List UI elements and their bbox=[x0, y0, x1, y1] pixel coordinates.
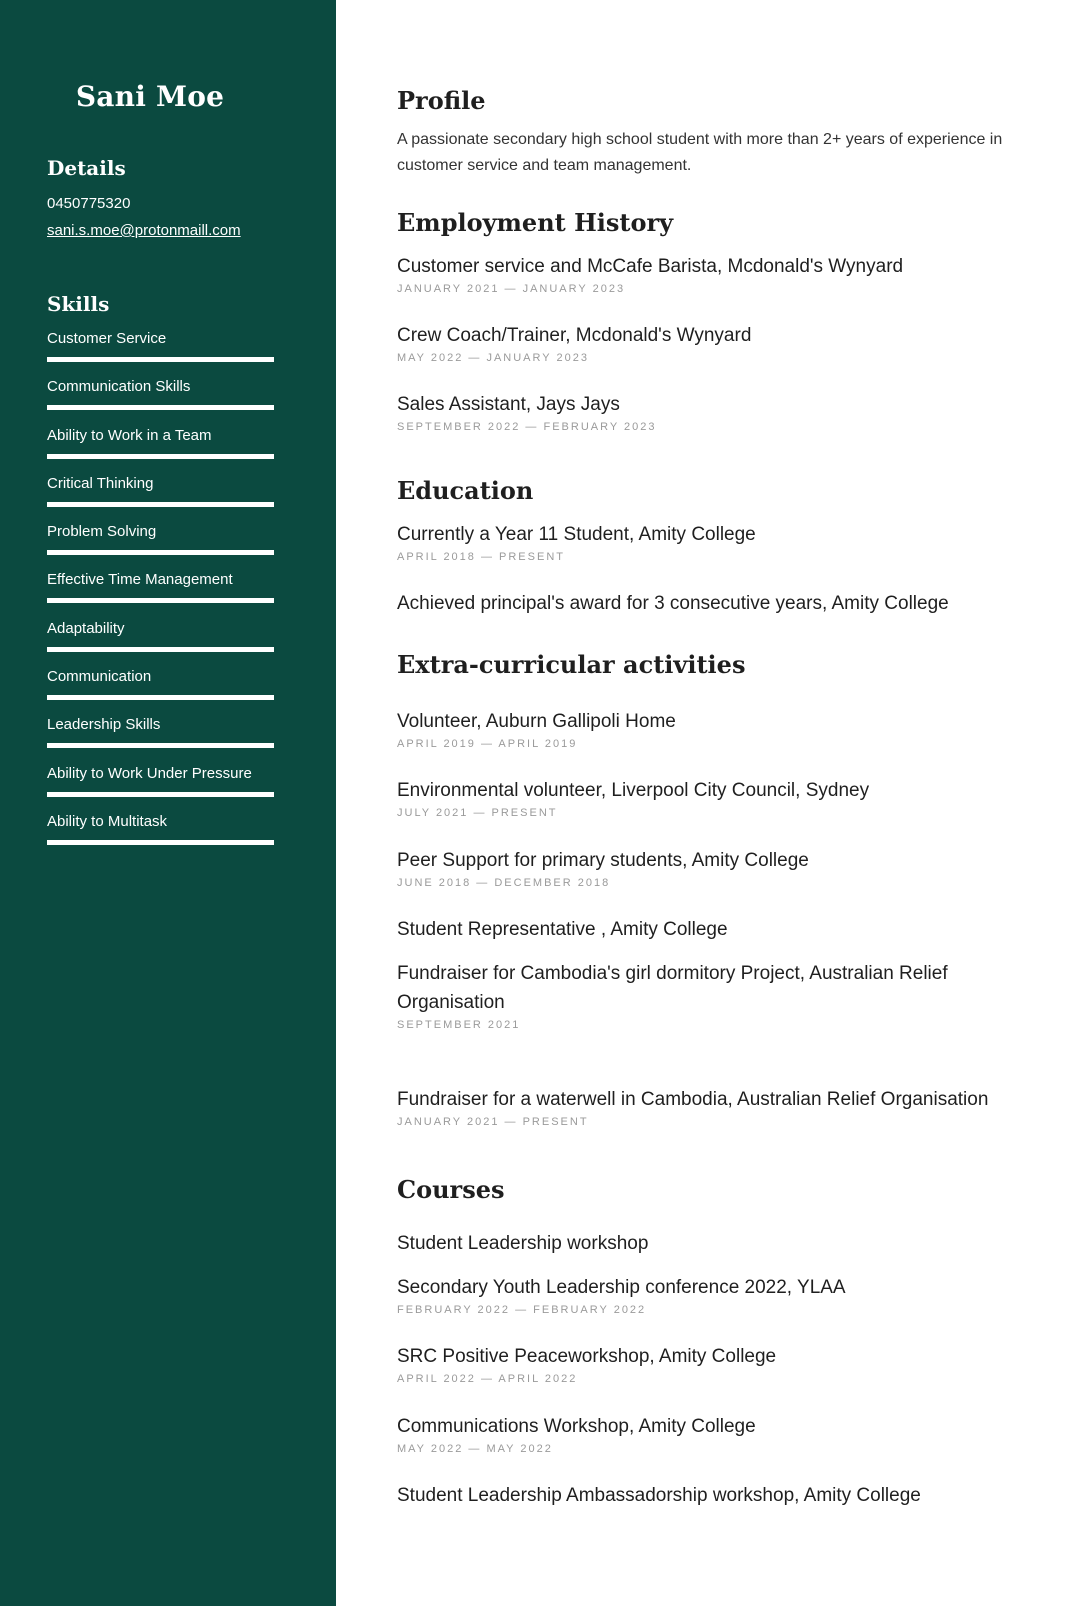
skill-item bbox=[47, 475, 274, 523]
skill-level-bar bbox=[47, 502, 274, 507]
employment-heading: Employment History bbox=[397, 208, 674, 237]
entry-date: MAY 2022 — MAY 2022 bbox=[397, 1443, 553, 1455]
candidate-name: Sani Moe bbox=[75, 80, 225, 113]
entry-title: Volunteer, Auburn Gallipoli Home bbox=[397, 711, 676, 732]
employment-entry bbox=[397, 252, 997, 295]
skill-level-bar bbox=[47, 405, 274, 410]
entry-title: Secondary Youth Leadership conference 2022, YLAA bbox=[397, 1277, 846, 1298]
skill-label: Ability to Work in a Team bbox=[47, 426, 212, 444]
entry-title: Fundraiser for Cambodia's girl dormitory Project, Australian Relief Organisation bbox=[397, 963, 948, 1013]
skill-label: Critical Thinking bbox=[47, 474, 154, 492]
course-entry bbox=[397, 1229, 997, 1258]
skills-list bbox=[47, 330, 274, 861]
skill-level-bar bbox=[47, 840, 274, 845]
entry-title: Achieved principal's award for 3 consecutive years, Amity College bbox=[397, 593, 949, 614]
activity-entry bbox=[397, 959, 977, 1031]
entry-date: JULY 2021 — PRESENT bbox=[397, 807, 558, 819]
skill-label: Ability to Work Under Pressure bbox=[47, 764, 252, 782]
skill-level-bar bbox=[47, 792, 274, 797]
skill-item bbox=[47, 571, 274, 619]
skill-item bbox=[47, 765, 274, 813]
skill-level-bar bbox=[47, 598, 274, 603]
skill-label: Ability to Multitask bbox=[47, 812, 168, 830]
activity-entry bbox=[397, 846, 997, 889]
skill-label: Customer Service bbox=[47, 330, 167, 347]
skill-item bbox=[47, 523, 274, 571]
skill-level-bar bbox=[47, 454, 274, 459]
skill-label: Communication Skills bbox=[47, 378, 191, 396]
courses-heading: Courses bbox=[397, 1175, 505, 1204]
course-entry bbox=[397, 1273, 997, 1316]
skill-item bbox=[47, 668, 274, 716]
skill-level-bar bbox=[47, 357, 274, 362]
entry-title: Environmental volunteer, Liverpool City Council, Sydney bbox=[397, 780, 870, 801]
entry-title: Student Leadership Ambassadorship workshop, Amity College bbox=[397, 1485, 921, 1506]
profile-heading: Profile bbox=[397, 86, 486, 115]
entry-date: MAY 2022 — JANUARY 2023 bbox=[397, 352, 589, 364]
entry-title: Communications Workshop, Amity College bbox=[397, 1416, 756, 1437]
skill-level-bar bbox=[47, 695, 274, 700]
activity-entry bbox=[397, 1085, 1037, 1128]
entry-title: Student Representative , Amity College bbox=[397, 919, 728, 940]
entry-date: APRIL 2019 — APRIL 2019 bbox=[397, 738, 578, 750]
skill-item bbox=[47, 378, 274, 426]
activities-heading: Extra-curricular activities bbox=[397, 650, 746, 679]
profile-summary: A passionate secondary high school student with more than 2+ years of experience in customer service and team management. bbox=[397, 131, 1003, 174]
activity-entry bbox=[397, 707, 997, 750]
skill-item bbox=[47, 716, 274, 764]
skill-label: Problem Solving bbox=[47, 523, 157, 541]
entry-date: APRIL 2022 — APRIL 2022 bbox=[397, 1373, 578, 1385]
activity-entry bbox=[397, 776, 997, 819]
entry-date: FEBRUARY 2022 — FEBRUARY 2022 bbox=[397, 1304, 647, 1316]
entry-title: Currently a Year 11 Student, Amity College bbox=[397, 524, 756, 545]
skill-level-bar bbox=[47, 647, 274, 652]
entry-title: Fundraiser for a waterwell in Cambodia, Australian Relief Organisation bbox=[397, 1089, 989, 1110]
entry-title: Peer Support for primary students, Amity College bbox=[397, 850, 809, 871]
activity-entry bbox=[397, 915, 997, 944]
email-link[interactable]: sani.s.moe@protonmaill.com bbox=[47, 222, 241, 239]
skill-item bbox=[47, 330, 274, 378]
skill-item bbox=[47, 813, 274, 861]
entry-date: JUNE 2018 — DECEMBER 2018 bbox=[397, 877, 611, 889]
employment-entry bbox=[397, 321, 997, 364]
entry-date: SEPTEMBER 2021 bbox=[397, 1019, 521, 1031]
entry-date: APRIL 2018 — PRESENT bbox=[397, 551, 565, 563]
course-entry bbox=[397, 1342, 997, 1385]
employment-entry bbox=[397, 390, 997, 433]
entry-title: Student Leadership workshop bbox=[397, 1233, 649, 1254]
skill-label: Communication bbox=[47, 668, 152, 686]
course-entry bbox=[397, 1412, 997, 1455]
entry-title: Sales Assistant, Jays Jays bbox=[397, 394, 620, 415]
entry-date: SEPTEMBER 2022 — FEBRUARY 2023 bbox=[397, 421, 657, 433]
entry-title: Crew Coach/Trainer, Mcdonald's Wynyard bbox=[397, 325, 752, 346]
education-heading: Education bbox=[397, 476, 534, 505]
entry-date: JANUARY 2021 — JANUARY 2023 bbox=[397, 283, 626, 295]
skill-level-bar bbox=[47, 550, 274, 555]
skill-label: Adaptability bbox=[47, 619, 125, 637]
skill-label: Effective Time Management bbox=[47, 571, 233, 589]
entry-date: JANUARY 2021 — PRESENT bbox=[397, 1116, 589, 1128]
sidebar bbox=[0, 0, 336, 1606]
skills-heading: Skills bbox=[47, 292, 110, 316]
entry-title: Customer service and McCafe Barista, Mcdonald's Wynyard bbox=[397, 256, 904, 277]
skill-level-bar bbox=[47, 743, 274, 748]
education-entry bbox=[397, 589, 997, 618]
skill-item bbox=[47, 427, 274, 475]
details-heading: Details bbox=[47, 156, 126, 180]
education-entry bbox=[397, 520, 997, 563]
course-entry bbox=[397, 1481, 997, 1510]
phone-number: 0450775320 bbox=[47, 195, 131, 212]
skill-label: Leadership Skills bbox=[47, 716, 161, 734]
skill-item bbox=[47, 620, 274, 668]
entry-title: SRC Positive Peaceworkshop, Amity College bbox=[397, 1346, 777, 1367]
